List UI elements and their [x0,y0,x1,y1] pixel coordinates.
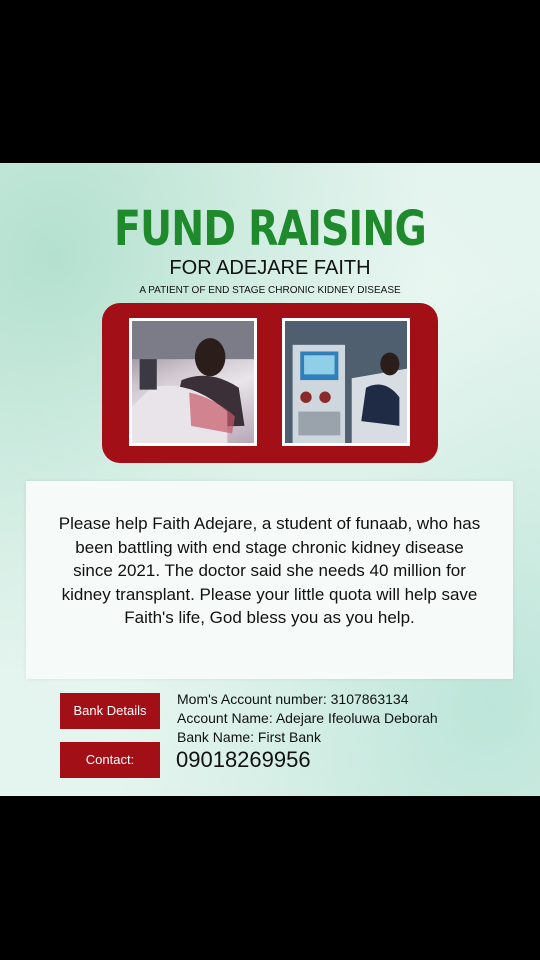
appeal-message-box [26,481,513,679]
bank-details-label: Bank Details [60,693,160,729]
dialysis-machine-photo [282,318,410,446]
patient-portrait-icon [132,321,254,443]
flyer-tagline: A PATIENT OF END STAGE CHRONIC KIDNEY DISEASE [139,285,401,296]
account-number: Mom's Account number: 3107863134 [177,691,409,707]
bank-name: Bank Name: First Bank [177,729,321,745]
contact-label: Contact: [60,742,160,778]
dialysis-machine-icon [285,321,407,443]
flyer-title: FUND RAISING [114,201,426,257]
account-name: Account Name: Adejare Ifeoluwa Deborah [177,710,438,726]
fundraising-flyer [0,163,540,796]
bank-info [177,690,438,747]
contact-phone: 09018269956 [176,747,311,772]
flyer-subtitle: FOR ADEJARE FAITH [169,257,371,279]
appeal-message: Please help Faith Adejare, a student of funaab, who has been battling with end stage chronic kidney disease since 2021. The doctor said she needs 40 million for kidney transplant. Please your little quota will help save Faith's life, God bless you as you help. [58,514,481,627]
photo-frame [102,303,438,463]
patient-portrait-photo [129,318,257,446]
